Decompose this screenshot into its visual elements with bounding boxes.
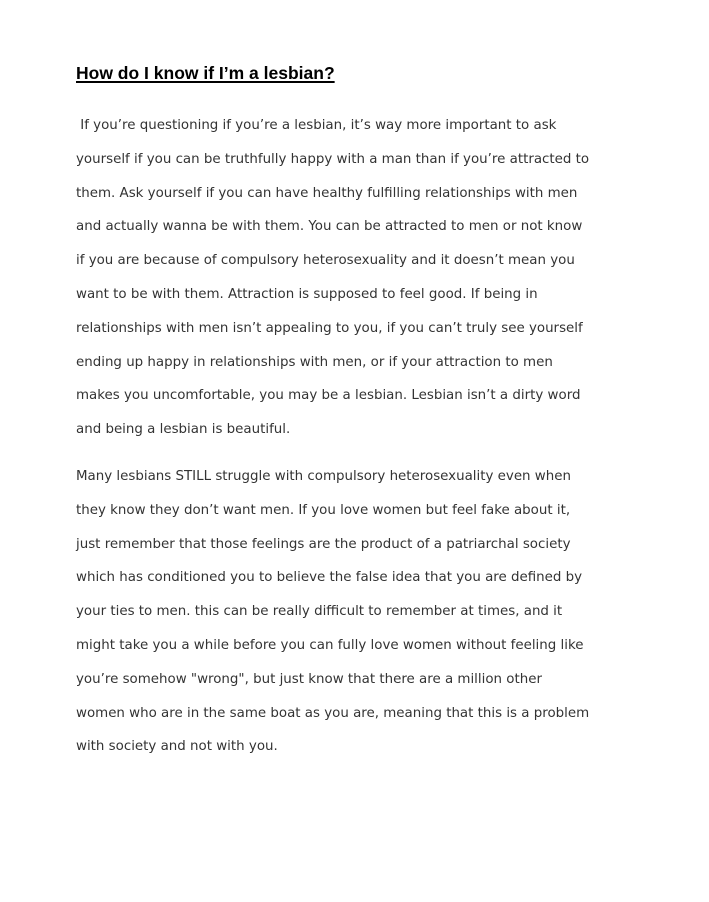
paragraph-line: with society and not with you. [76, 739, 278, 755]
paragraph-line: ending up happy in relationships with men, or if your attraction to men [76, 354, 553, 370]
paragraph-line: they know they don’t want men. If you love women but feel fake about it, [76, 502, 571, 518]
paragraph-line: if you are because of compulsory heterosexuality and it doesn’t mean you [76, 253, 575, 269]
paragraph-line: your ties to men. this can be really difficult to remember at times, and it [76, 604, 563, 620]
paragraph-line: If you’re questioning if you’re a lesbian, it’s way more important to ask [76, 118, 557, 133]
paragraph-line: want to be with them. Attraction is supposed to feel good. If being in [76, 286, 538, 302]
paragraph-line: which has conditioned you to believe the false idea that you are defined by [76, 570, 583, 586]
paragraph-line: women who are in the same boat as you are, meaning that this is a problem [76, 705, 590, 721]
paragraph-line: just remember that those feelings are the product of a patriarchal society [76, 536, 571, 552]
page-title: How do I know if I’m a lesbian? [76, 63, 335, 83]
paragraph-line: and actually wanna be with them. You can be attracted to men or not know [76, 219, 583, 235]
paragraph-line: Many lesbians STILL struggle with compulsory heterosexuality even when [76, 469, 571, 484]
paragraph-line: makes you uncomfortable, you may be a lesbian. Lesbian isn’t a dirty word [76, 388, 581, 404]
paragraph-line: yourself if you can be truthfully happy with a man than if you’re attracted to [76, 151, 590, 167]
paragraph-line: them. Ask yourself if you can have healthy fulfilling relationships with men [76, 185, 578, 201]
paragraph-line: relationships with men isn’t appealing to you, if you can’t truly see yourself [76, 320, 583, 336]
paragraph-1 [76, 109, 589, 447]
paragraph-line: and being a lesbian is beautiful. [76, 422, 291, 438]
paragraph-2 [76, 460, 589, 764]
paragraph-line: might take you a while before you can fully love women without feeling like [76, 637, 584, 653]
paragraph-line: you’re somehow "wrong", but just know that there are a million other [76, 671, 542, 687]
